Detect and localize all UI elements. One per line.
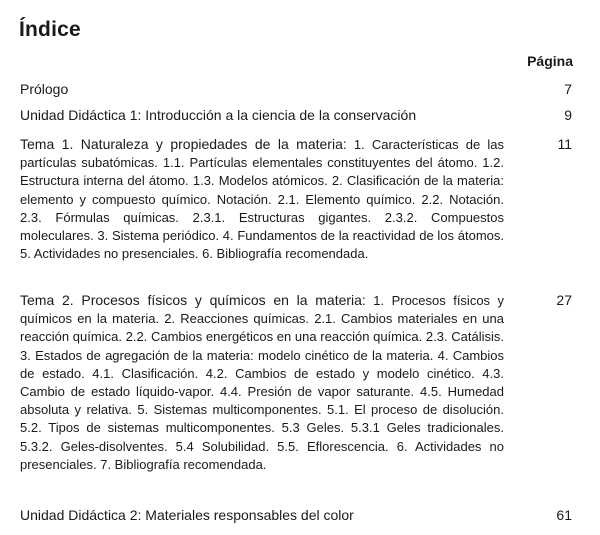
toc-entry-heading: Tema 2. Procesos físicos y químicos en la materia: (20, 292, 366, 308)
toc-entry-label: Unidad Didáctica 2: Materiales responsables del color (20, 507, 354, 523)
toc-page-number: 27 (556, 292, 572, 308)
index-title: Índice (19, 18, 81, 41)
toc-entry-body: 1. Características de las partículas subatómicas. 1.1. Partículas elementales constituyentes del átomo. 1.2. Estructura interna del átomo. 1.3. Modelos atómicos. 2. Clasificación de la materia: elemento y compuesto químico. Notación. 2.1. Elemento químico. 2.2. Notación. 2.3. Fórmulas químicas. 2.3.1. Estructuras gigantes. 2.3.2. Compuestos moleculares. 3. Sistema periódico. 4. Fundamentos de la reactividad de los átomos. 5. Actividades no presenciales. 6. Bibliografía recomendada. (20, 137, 504, 262)
toc-entry-unidad-1 (20, 106, 504, 124)
toc-entry-unidad-2 (20, 506, 504, 524)
toc-entry-body: 1. Procesos físicos y químicos en la materia. 2. Reacciones químicas. 2.1. Cambios materiales en una reacción química. 2.2. Cambios energéticos en una reacción química. 2.3. Catálisis. 3. Estados de agregación de la materia: modelo cinético de la materia. 4. Cambios de estado. 4.1. Clasificación. 4.2. Cambios de estado y modelo cinético. 4.3. Cambio de estado líquido-vapor. 4.4. Presión de vapor saturante. 4.5. Humedad absoluta y relativa. 5. Sistemas multicomponentes. 5.1. El proceso de disolución. 5.2. Tipos de sistemas multicomponentes. 5.3 Geles. 5.3.1 Geles tradicionales. 5.3.2. Geles-disolventes. 5.4 Solubilidad. 5.5. Eflorescencia. 6. Actividades no presenciales. 7. Bibliografía recomendada. (20, 293, 504, 472)
toc-page-number: 11 (557, 136, 572, 152)
page-column-header: Página (527, 53, 573, 69)
toc-entry-prologo (20, 80, 504, 98)
toc-entry-tema-1 (20, 135, 504, 263)
toc-entry-label: Prólogo (20, 81, 69, 97)
toc-page-number: 7 (564, 81, 572, 97)
toc-page-number: 9 (564, 107, 572, 123)
toc-page-number: 61 (556, 507, 572, 523)
toc-entry-label: Unidad Didáctica 1: Introducción a la ciencia de la conservación (20, 107, 417, 123)
toc-entry-heading: Tema 1. Naturaleza y propiedades de la materia: (20, 136, 347, 152)
toc-entry-tema-2 (20, 291, 504, 474)
